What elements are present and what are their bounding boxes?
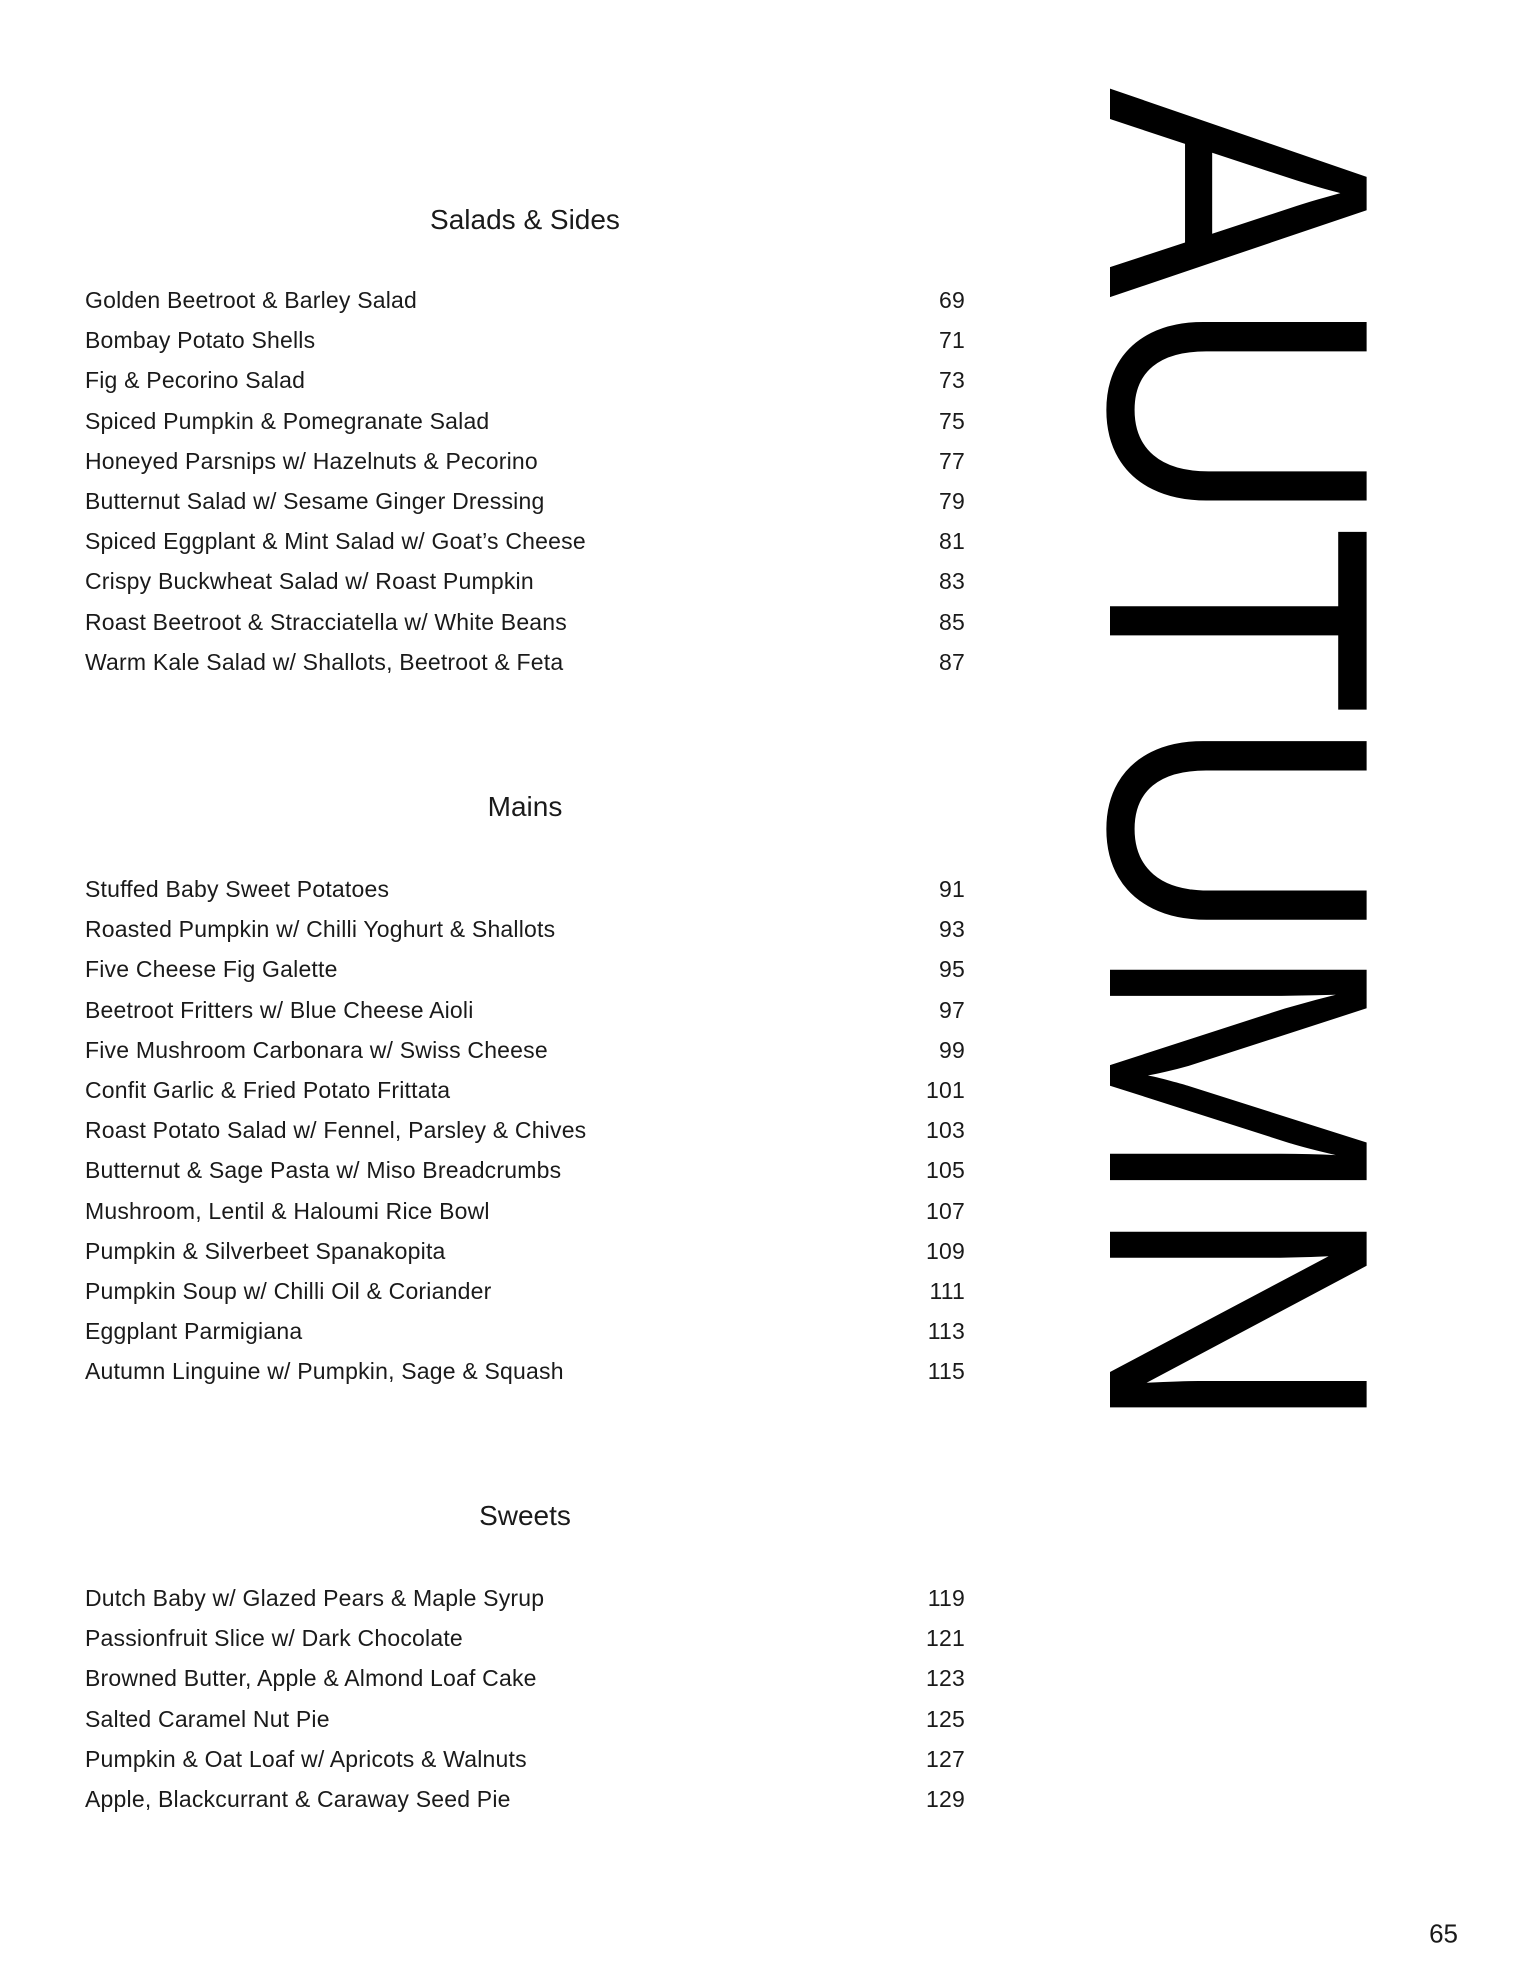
entry-page: 99 (939, 1036, 965, 1063)
dot-leader (425, 307, 937, 308)
toc-entry[interactable] (85, 1231, 965, 1271)
toc-entry[interactable] (85, 1191, 965, 1231)
toc-entry[interactable] (85, 1030, 965, 1070)
entry-title: Spiced Pumpkin & Pomegranate Salad (85, 407, 490, 434)
toc-entry[interactable] (85, 360, 965, 400)
dot-leader (482, 1017, 937, 1018)
dot-leader (552, 1605, 925, 1606)
dot-leader (569, 1177, 924, 1178)
entry-title: Fig & Pecorino Salad (85, 367, 306, 394)
entry-list (85, 1578, 965, 1819)
dot-leader (313, 387, 937, 388)
entry-list (85, 869, 965, 1391)
entry-page: 95 (939, 956, 965, 983)
section-title: Mains (487, 791, 563, 822)
dot-leader (563, 936, 937, 937)
entry-page: 71 (939, 327, 965, 354)
dot-leader (310, 1338, 925, 1339)
section-title: Sweets (479, 1500, 571, 1531)
entry-title: Roasted Pumpkin w/ Chilli Yoghurt & Shallots (85, 916, 556, 943)
entry-title: Spiced Eggplant & Mint Salad w/ Goat’s Cheese (85, 528, 586, 555)
entry-title: Apple, Blackcurrant & Caraway Seed Pie (85, 1785, 511, 1812)
toc-entry[interactable] (85, 1578, 965, 1618)
dot-leader (519, 1806, 924, 1807)
entry-title: Pumpkin Soup w/ Chilli Oil & Coriander (85, 1277, 492, 1304)
toc-entry[interactable] (85, 1110, 965, 1150)
entry-title: Butternut & Sage Pasta w/ Miso Breadcrumbs (85, 1157, 562, 1184)
entry-title: Autumn Linguine w/ Pumpkin, Sage & Squash (85, 1358, 564, 1385)
entry-title: Pumpkin & Silverbeet Spanakopita (85, 1237, 446, 1264)
entry-page: 111 (929, 1277, 965, 1304)
entry-title: Roast Potato Salad w/ Fennel, Parsley & Chives (85, 1117, 587, 1144)
dot-leader (545, 1685, 924, 1686)
toc-entry[interactable] (85, 1070, 965, 1110)
toc-entry[interactable] (85, 949, 965, 989)
toc-entry[interactable] (85, 1351, 965, 1391)
dot-leader (323, 347, 937, 348)
entry-page: 115 (927, 1358, 965, 1385)
toc-entry[interactable] (85, 401, 965, 441)
entry-list (85, 280, 965, 682)
entry-page: 81 (939, 528, 965, 555)
entry-title: Warm Kale Salad w/ Shallots, Beetroot & Feta (85, 648, 564, 675)
dot-leader (499, 1298, 927, 1299)
entry-title: Pumpkin & Oat Loaf w/ Apricots & Walnuts (85, 1745, 527, 1772)
toc-entry[interactable] (85, 521, 965, 561)
section-sweets (85, 1496, 965, 1819)
toc-entry[interactable] (85, 1311, 965, 1351)
entry-page: 113 (927, 1318, 965, 1345)
entry-page: 105 (926, 1157, 965, 1184)
entry-page: 123 (926, 1665, 965, 1692)
toc-entry[interactable] (85, 1699, 965, 1739)
section-mains (85, 787, 965, 1391)
dot-leader (594, 1137, 924, 1138)
entry-page: 85 (939, 608, 965, 635)
entry-page: 75 (939, 407, 965, 434)
dot-leader (542, 588, 937, 589)
dot-leader (575, 629, 937, 630)
toc-entry[interactable] (85, 1618, 965, 1658)
page-number: 65 (1429, 1918, 1458, 1949)
entry-title: Stuffed Baby Sweet Potatoes (85, 876, 390, 902)
dot-leader (338, 1726, 924, 1727)
toc-entry[interactable] (85, 1658, 965, 1698)
entry-page: 83 (939, 568, 965, 595)
toc-entry[interactable] (85, 441, 965, 481)
entry-page: 97 (939, 996, 965, 1023)
entry-title: Bombay Potato Shells (85, 327, 316, 354)
entry-title: Passionfruit Slice w/ Dark Chocolate (85, 1625, 463, 1652)
entry-title: Confit Garlic & Fried Potato Frittata (85, 1076, 451, 1103)
entry-title: Butternut Salad w/ Sesame Ginger Dressing (85, 487, 545, 514)
toc-entry[interactable] (85, 869, 965, 909)
toc-entry[interactable] (85, 320, 965, 360)
entry-title: Mushroom, Lentil & Haloumi Rice Bowl (85, 1197, 490, 1224)
entry-title: Salted Caramel Nut Pie (85, 1705, 330, 1732)
entry-page: 129 (926, 1785, 965, 1812)
section-salads-sides (85, 200, 965, 682)
entry-page: 69 (939, 287, 965, 313)
toc-entry[interactable] (85, 1150, 965, 1190)
dot-leader (397, 896, 937, 897)
entry-page: 91 (939, 876, 965, 902)
toc-entry[interactable] (85, 280, 965, 320)
section-title: Salads & Sides (430, 204, 620, 235)
entry-title: Beetroot Fritters w/ Blue Cheese Aioli (85, 996, 474, 1023)
entry-title: Golden Beetroot & Barley Salad (85, 287, 418, 313)
entry-page: 103 (926, 1117, 965, 1144)
season-heading-text: AUTUMN (1030, 88, 1447, 1684)
toc-entry[interactable] (85, 561, 965, 601)
entry-page: 101 (926, 1076, 965, 1103)
dot-leader (471, 1645, 924, 1646)
dot-leader (552, 508, 937, 509)
entry-title: Crispy Buckwheat Salad w/ Roast Pumpkin (85, 568, 534, 595)
toc-entry[interactable] (85, 990, 965, 1030)
dot-leader (535, 1766, 924, 1767)
entry-title: Eggplant Parmigiana (85, 1318, 303, 1345)
toc-entry[interactable] (85, 602, 965, 642)
entry-page: 87 (939, 648, 965, 675)
dot-leader (346, 976, 937, 977)
entry-page: 119 (927, 1585, 965, 1611)
entry-title: Five Mushroom Carbonara w/ Swiss Cheese (85, 1036, 548, 1063)
entry-title: Five Cheese Fig Galette (85, 956, 338, 983)
entry-page: 79 (939, 487, 965, 514)
toc-entry[interactable] (85, 1779, 965, 1819)
toc-entry[interactable] (85, 642, 965, 682)
entry-page: 109 (926, 1237, 965, 1264)
season-heading (1030, 88, 1447, 1684)
dot-leader (497, 428, 937, 429)
dot-leader (594, 548, 937, 549)
entry-page: 125 (926, 1705, 965, 1732)
toc-entry[interactable] (85, 481, 965, 521)
entry-title: Honeyed Parsnips w/ Hazelnuts & Pecorino (85, 447, 538, 474)
toc-entry[interactable] (85, 1271, 965, 1311)
dot-leader (454, 1258, 924, 1259)
entry-title: Browned Butter, Apple & Almond Loaf Cake (85, 1665, 537, 1692)
toc-entry[interactable] (85, 909, 965, 949)
dot-leader (571, 669, 937, 670)
season-heading-vertical (1030, 88, 1447, 1684)
entry-page: 121 (926, 1625, 965, 1652)
entry-title: Roast Beetroot & Stracciatella w/ White Beans (85, 608, 567, 635)
entry-page: 73 (939, 367, 965, 394)
dot-leader (498, 1218, 924, 1219)
entry-page: 93 (939, 916, 965, 943)
entry-page: 77 (939, 447, 965, 474)
dot-leader (572, 1378, 926, 1379)
toc-entry[interactable] (85, 1739, 965, 1779)
entry-title: Dutch Baby w/ Glazed Pears & Maple Syrup (85, 1585, 545, 1611)
dot-leader (458, 1097, 924, 1098)
dot-leader (546, 468, 937, 469)
entry-page: 107 (926, 1197, 965, 1224)
entry-page: 127 (926, 1745, 965, 1772)
dot-leader (556, 1057, 937, 1058)
